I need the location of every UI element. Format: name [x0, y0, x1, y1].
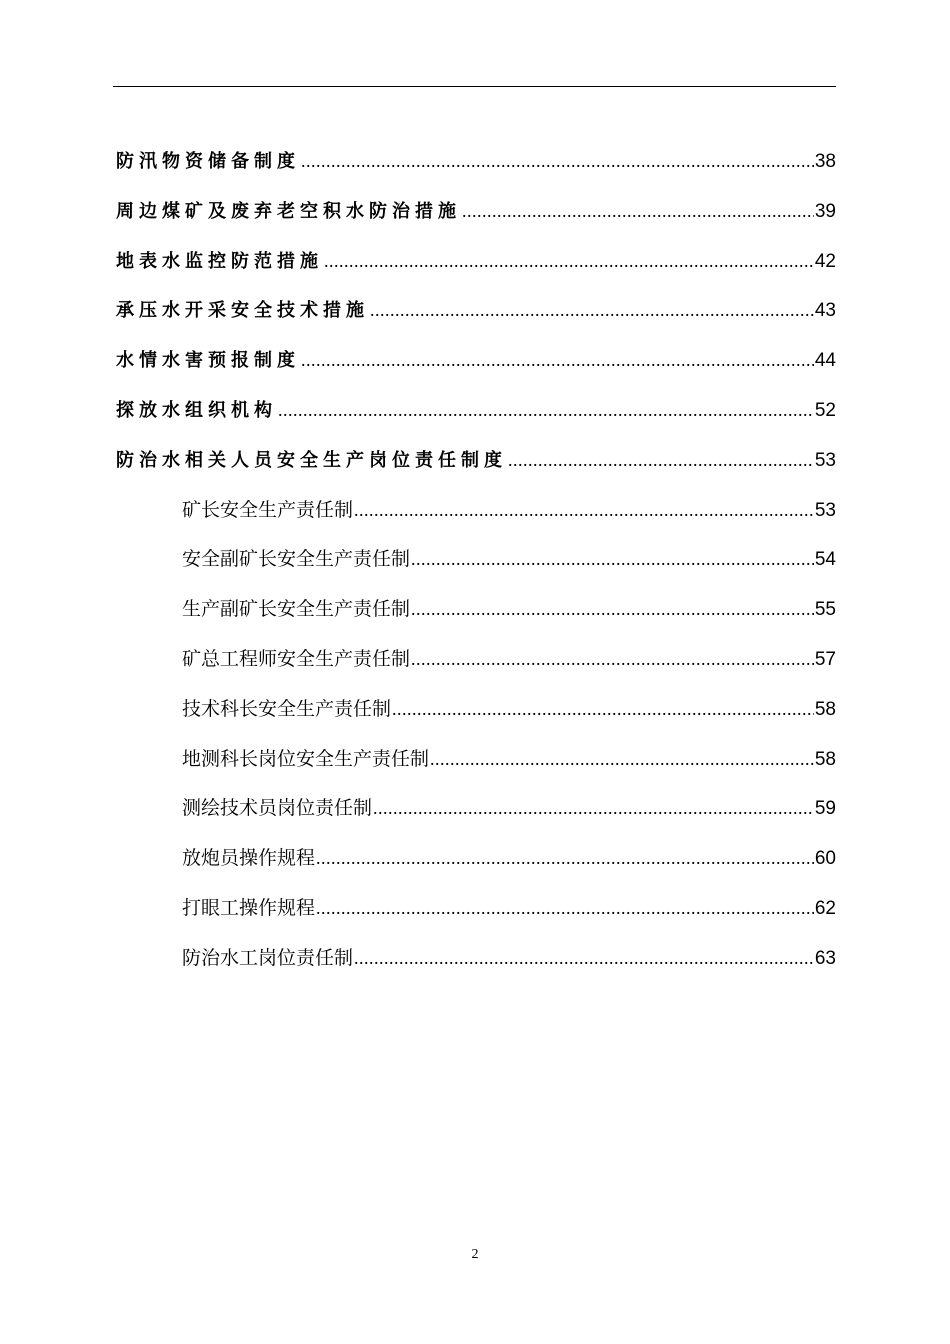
toc-entry-title: 水情水害预报制度 — [116, 350, 300, 372]
toc-entry-title: 防治水相关人员安全生产岗位责任制度 — [116, 449, 507, 471]
toc-entry-page: 58 — [814, 698, 836, 720]
toc-entry-page: 55 — [814, 599, 836, 621]
toc-leader-dots — [301, 342, 814, 378]
toc-leader-dots — [508, 442, 814, 478]
toc-entry-title: 放炮员操作规程 — [182, 847, 316, 870]
toc-entry-title: 承压水开采安全技术措施 — [116, 300, 369, 322]
toc-leader-dots — [462, 193, 814, 229]
toc-entry-page: 53 — [814, 499, 836, 521]
toc-entry-page: 54 — [814, 549, 836, 571]
toc-entry[interactable] — [116, 243, 836, 293]
toc-leader-dots — [301, 143, 814, 179]
toc-subentry[interactable] — [116, 591, 836, 641]
toc-entry[interactable] — [116, 143, 836, 193]
toc-entry[interactable] — [116, 392, 836, 442]
toc-entry-page: 38 — [814, 151, 836, 172]
page-number: 2 — [471, 1247, 479, 1262]
toc-leader-dots — [430, 741, 814, 777]
toc-entry-page: 63 — [814, 947, 836, 969]
toc-leader-dots — [316, 840, 814, 876]
toc-entry-title: 矿总工程师安全生产责任制 — [182, 647, 411, 670]
toc-entry-title: 生产副矿长安全生产责任制 — [182, 598, 411, 621]
header-rule — [113, 86, 836, 87]
toc-subentry[interactable] — [116, 890, 836, 940]
toc-entry-title: 探放水组织机构 — [116, 399, 277, 421]
table-of-contents — [116, 143, 836, 990]
toc-leader-dots — [316, 890, 814, 926]
toc-entry[interactable] — [116, 442, 836, 492]
toc-entry[interactable] — [116, 342, 836, 392]
toc-entry-title: 测绘技术员岗位责任制 — [182, 797, 373, 820]
toc-entry-page: 58 — [814, 748, 836, 770]
toc-entry-title: 周边煤矿及废弃老空积水防治措施 — [116, 200, 461, 222]
toc-subentry[interactable] — [116, 691, 836, 741]
toc-leader-dots — [373, 790, 814, 826]
toc-entry-title: 矿长安全生产责任制 — [182, 498, 354, 521]
toc-subentry[interactable] — [116, 940, 836, 990]
toc-entry[interactable] — [116, 193, 836, 243]
toc-subentry[interactable] — [116, 492, 836, 542]
toc-entry-page: 60 — [814, 848, 836, 870]
toc-entry-title: 防汛物资储备制度 — [116, 151, 300, 172]
toc-leader-dots — [411, 541, 814, 577]
toc-leader-dots — [278, 392, 814, 428]
toc-entry-page: 57 — [814, 648, 836, 670]
toc-leader-dots — [370, 292, 814, 328]
toc-leader-dots — [324, 243, 814, 279]
toc-entry-title: 地测科长岗位安全生产责任制 — [182, 747, 430, 770]
toc-entry-page: 52 — [814, 399, 836, 421]
toc-entry[interactable] — [116, 292, 836, 342]
toc-entry-page: 39 — [814, 200, 836, 222]
toc-leader-dots — [354, 492, 814, 528]
toc-entry-page: 44 — [814, 350, 836, 372]
toc-leader-dots — [411, 641, 814, 677]
toc-entry-page: 53 — [814, 449, 836, 471]
toc-entry-page: 62 — [814, 897, 836, 919]
toc-leader-dots — [392, 691, 814, 727]
toc-entry-page: 42 — [814, 250, 836, 272]
toc-subentry[interactable] — [116, 641, 836, 691]
toc-entry-title: 打眼工操作规程 — [182, 896, 316, 919]
toc-entry-title: 安全副矿长安全生产责任制 — [182, 548, 411, 571]
toc-leader-dots — [411, 591, 814, 627]
toc-entry-title: 技术科长安全生产责任制 — [182, 697, 392, 720]
toc-subentry[interactable] — [116, 790, 836, 840]
toc-entry-page: 59 — [814, 798, 836, 820]
toc-entry-title: 防治水工岗位责任制 — [182, 946, 354, 969]
toc-subentry[interactable] — [116, 840, 836, 890]
toc-entry-title: 地表水监控防范措施 — [116, 250, 323, 272]
toc-subentry[interactable] — [116, 741, 836, 791]
toc-subentry[interactable] — [116, 541, 836, 591]
toc-entry-page: 43 — [814, 300, 836, 322]
toc-leader-dots — [354, 940, 814, 976]
